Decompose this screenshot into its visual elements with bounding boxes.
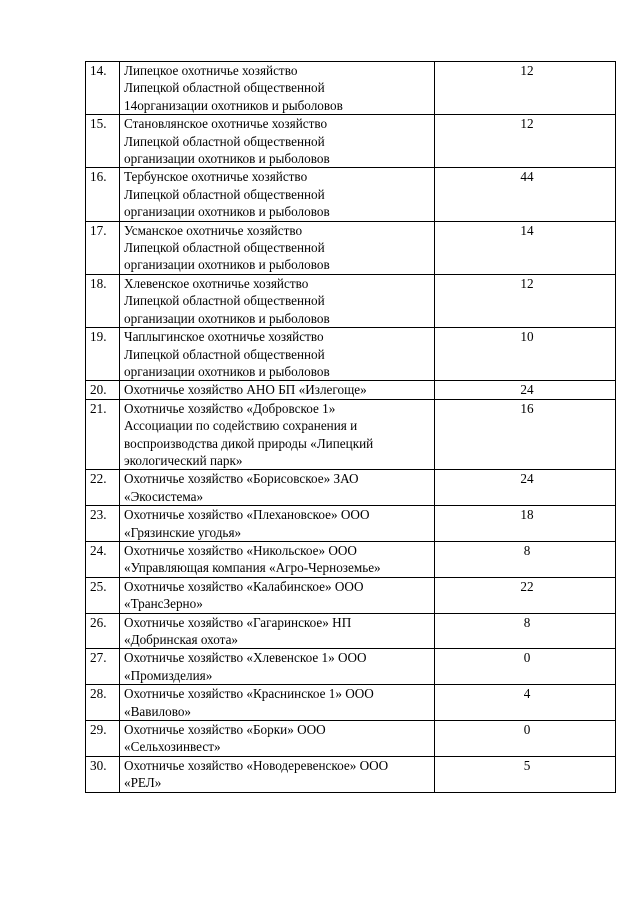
farm-name-cell (120, 541, 435, 577)
farm-name-line: Охотничье хозяйство «Новодеревенское» ООО (124, 757, 389, 773)
count-value: 4 (435, 685, 616, 721)
table-row (86, 649, 616, 685)
farm-name-cell (120, 506, 435, 542)
farm-name-line: «ТрансЗерно» (124, 596, 203, 612)
farm-name-line: Усманское охотничье хозяйство (124, 222, 303, 238)
farm-name-cell (120, 381, 435, 399)
farm-name-cell (120, 328, 435, 381)
farm-name-line: Липецкой областной общественной (124, 133, 325, 149)
farm-name-line: организации охотников и рыболовов (124, 151, 330, 167)
count-value: 8 (435, 541, 616, 577)
count-value: 22 (435, 577, 616, 613)
farm-name-line: Охотничье хозяйство «Борки» ООО (124, 722, 326, 738)
row-number: 17. (86, 221, 120, 274)
farm-name-line: «Вавилово» (124, 703, 192, 719)
table-row (86, 685, 616, 721)
count-value: 0 (435, 721, 616, 757)
farm-name-line: Липецкой областной общественной (124, 293, 325, 309)
farm-name-line: организации охотников и рыболовов (124, 257, 330, 273)
count-value: 12 (435, 62, 616, 115)
row-number: 19. (86, 328, 120, 381)
row-number: 30. (86, 756, 120, 792)
table-row (86, 274, 616, 327)
farm-name-cell (120, 274, 435, 327)
count-value: 24 (435, 470, 616, 506)
farm-name-line: Липецкой областной общественной (124, 240, 325, 256)
farm-name-cell (120, 649, 435, 685)
farm-name-line: «Грязинские угодья» (124, 524, 242, 540)
farm-name-line: Охотничье хозяйство «Добровское 1» (124, 400, 336, 416)
row-number: 27. (86, 649, 120, 685)
table-row (86, 721, 616, 757)
row-number: 24. (86, 541, 120, 577)
farm-name-line: Липецкой областной общественной (124, 80, 325, 96)
farm-name-cell (120, 470, 435, 506)
table-row (86, 399, 616, 470)
table-row (86, 541, 616, 577)
farm-name-line: Охотничье хозяйство «Плехановское» ООО (124, 507, 370, 523)
farm-name-line: Охотничье хозяйство «Никольское» ООО (124, 542, 357, 558)
farm-name-line: Охотничье хозяйство «Калабинское» ООО (124, 578, 364, 594)
farm-name-line: «Управляющая компания «Агро-Черноземье» (124, 560, 381, 576)
farm-name-line: организации охотников и рыболовов (124, 204, 330, 220)
row-number: 16. (86, 168, 120, 221)
count-value: 16 (435, 399, 616, 470)
count-value: 10 (435, 328, 616, 381)
table-row (86, 756, 616, 792)
farm-name-cell (120, 115, 435, 168)
count-value: 24 (435, 381, 616, 399)
farm-name-line: «РЕЛ» (124, 775, 162, 791)
table-row (86, 221, 616, 274)
farm-name-cell (120, 168, 435, 221)
farm-name-cell (120, 577, 435, 613)
farm-name-line: Охотничье хозяйство «Гагаринское» НП (124, 614, 352, 630)
row-number: 25. (86, 577, 120, 613)
count-value: 44 (435, 168, 616, 221)
table-row (86, 470, 616, 506)
farm-name-line: Ассоциации по содействию сохранения и (124, 418, 358, 434)
row-number: 22. (86, 470, 120, 506)
row-number: 20. (86, 381, 120, 399)
farm-name-line: Липецкой областной общественной (124, 346, 325, 362)
row-number: 29. (86, 721, 120, 757)
row-number: 23. (86, 506, 120, 542)
farm-name-line: Хлевенское охотничье хозяйство (124, 275, 309, 291)
count-value: 8 (435, 613, 616, 649)
row-number: 26. (86, 613, 120, 649)
row-number: 28. (86, 685, 120, 721)
table-row (86, 168, 616, 221)
farm-name-line: «Промизделия» (124, 667, 213, 683)
table-row (86, 328, 616, 381)
table-body (86, 62, 616, 793)
hunting-farms-table (85, 61, 616, 793)
farm-name-line: Охотничье хозяйство «Хлевенское 1» ООО (124, 650, 367, 666)
farm-name-cell (120, 221, 435, 274)
row-number: 15. (86, 115, 120, 168)
farm-name-line: 14организации охотников и рыболовов (124, 97, 343, 113)
table-row (86, 506, 616, 542)
count-value: 12 (435, 274, 616, 327)
farm-name-cell (120, 399, 435, 470)
farm-name-line: «Добринская охота» (124, 632, 239, 647)
farm-name-cell (120, 756, 435, 792)
farm-name-line: организации охотников и рыболовов (124, 363, 330, 379)
table-row (86, 381, 616, 399)
farm-name-line: воспроизводства дикой природы «Липецкий (124, 435, 374, 451)
farm-name-line: Липецкой областной общественной (124, 186, 325, 202)
table-row (86, 577, 616, 613)
farm-name-line: Становлянское охотничье хозяйство (124, 116, 328, 132)
farm-name-line: «Сельхозинвест» (124, 739, 221, 755)
count-value: 5 (435, 756, 616, 792)
row-number: 18. (86, 274, 120, 327)
count-value: 14 (435, 221, 616, 274)
table-row (86, 62, 616, 115)
farm-name-line: экологический парк» (124, 452, 243, 468)
row-number: 14. (86, 62, 120, 115)
table-row (86, 613, 616, 649)
table-row (86, 115, 616, 168)
count-value: 0 (435, 649, 616, 685)
count-value: 12 (435, 115, 616, 168)
farm-name-line: Чаплыгинское охотничье хозяйство (124, 329, 324, 345)
farm-name-line: Охотничье хозяйство АНО БП «Излегоще» (124, 382, 367, 398)
farm-name-cell (120, 721, 435, 757)
farm-name-cell (120, 62, 435, 115)
farm-name-cell (120, 685, 435, 721)
farm-name-line: «Экосистема» (124, 488, 204, 504)
count-value: 18 (435, 506, 616, 542)
farm-name-line: Тербунское охотничье хозяйство (124, 169, 308, 185)
row-number: 21. (86, 399, 120, 470)
farm-name-line: Липецкое охотничье хозяйство (124, 63, 298, 78)
farm-name-line: Охотничье хозяйство «Краснинское 1» ООО (124, 686, 374, 702)
farm-name-cell (120, 613, 435, 649)
farm-name-line: Охотничье хозяйство «Борисовское» ЗАО (124, 471, 359, 487)
farm-name-line: организации охотников и рыболовов (124, 310, 330, 326)
